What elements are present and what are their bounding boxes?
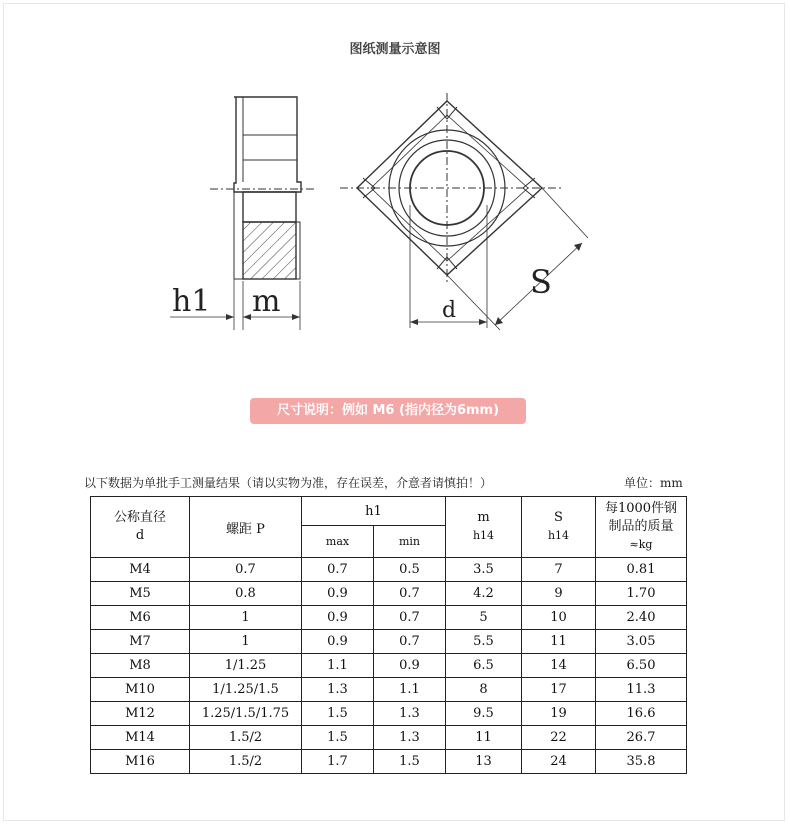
cell-d: M4 xyxy=(91,558,190,582)
cell-h1min: 1.5 xyxy=(374,750,446,774)
cell-p: 1.5/2 xyxy=(190,750,302,774)
cell-p: 1/1.25/1.5 xyxy=(190,678,302,702)
cell-d: M10 xyxy=(91,678,190,702)
cell-h1min: 1.1 xyxy=(374,678,446,702)
label-h1: h1 xyxy=(172,284,211,319)
cell-d: M6 xyxy=(91,606,190,630)
cell-mass: 6.50 xyxy=(596,654,687,678)
cell-mass: 3.05 xyxy=(596,630,687,654)
table-row xyxy=(91,654,687,678)
cell-s: 7 xyxy=(522,558,596,582)
cell-mass: 26.7 xyxy=(596,726,687,750)
cell-h1min: 0.9 xyxy=(374,654,446,678)
cell-h1min: 0.7 xyxy=(374,582,446,606)
header-h1-min: min xyxy=(374,526,446,558)
cell-p: 1 xyxy=(190,606,302,630)
label-d: d xyxy=(442,298,457,323)
table-row xyxy=(91,750,687,774)
cell-p: 1.25/1.5/1.75 xyxy=(190,702,302,726)
header-m: m h14 xyxy=(446,497,522,558)
cell-d: M8 xyxy=(91,654,190,678)
cell-s: 19 xyxy=(522,702,596,726)
label-s: S xyxy=(530,263,552,301)
cell-m: 9.5 xyxy=(446,702,522,726)
cell-h1min: 1.3 xyxy=(374,702,446,726)
cell-m: 3.5 xyxy=(446,558,522,582)
cell-s: 17 xyxy=(522,678,596,702)
header-h1-max: max xyxy=(302,526,374,558)
header-pitch: 螺距 P xyxy=(190,497,302,558)
table-row xyxy=(91,630,687,654)
cell-h1max: 0.9 xyxy=(302,606,374,630)
spec-table-body xyxy=(91,558,687,774)
unit-label: 单位：mm xyxy=(624,476,683,490)
cell-p: 1.5/2 xyxy=(190,726,302,750)
size-explanation-banner: 尺寸说明：例如 M6 (指内径为6mm) xyxy=(250,398,526,424)
cell-mass: 1.70 xyxy=(596,582,687,606)
cell-s: 9 xyxy=(522,582,596,606)
cell-d: M7 xyxy=(91,630,190,654)
table-row xyxy=(91,678,687,702)
cell-mass: 0.81 xyxy=(596,558,687,582)
table-row xyxy=(91,702,687,726)
measurement-diagram xyxy=(150,85,630,340)
cell-m: 4.2 xyxy=(446,582,522,606)
cell-h1min: 0.7 xyxy=(374,606,446,630)
cell-m: 11 xyxy=(446,726,522,750)
page-title: 图纸测量示意图 xyxy=(349,42,441,57)
cell-p: 1/1.25 xyxy=(190,654,302,678)
cell-p: 0.7 xyxy=(190,558,302,582)
table-row xyxy=(91,606,687,630)
cell-d: M16 xyxy=(91,750,190,774)
cell-s: 24 xyxy=(522,750,596,774)
cell-m: 6.5 xyxy=(446,654,522,678)
cell-s: 10 xyxy=(522,606,596,630)
cell-s: 11 xyxy=(522,630,596,654)
cell-mass: 16.6 xyxy=(596,702,687,726)
cell-s: 14 xyxy=(522,654,596,678)
table-row xyxy=(91,558,687,582)
cell-mass: 2.40 xyxy=(596,606,687,630)
cell-h1max: 1.3 xyxy=(302,678,374,702)
cell-h1min: 0.7 xyxy=(374,630,446,654)
label-m: m xyxy=(252,284,281,319)
cell-m: 8 xyxy=(446,678,522,702)
cell-d: M12 xyxy=(91,702,190,726)
cell-mass: 35.8 xyxy=(596,750,687,774)
cell-h1max: 1.7 xyxy=(302,750,374,774)
cell-p: 0.8 xyxy=(190,582,302,606)
spec-table xyxy=(90,496,687,774)
cell-d: M5 xyxy=(91,582,190,606)
cell-h1min: 1.3 xyxy=(374,726,446,750)
cell-s: 22 xyxy=(522,726,596,750)
cell-p: 1 xyxy=(190,630,302,654)
header-s: S h14 xyxy=(522,497,596,558)
cell-h1max: 0.7 xyxy=(302,558,374,582)
cell-h1max: 1.5 xyxy=(302,726,374,750)
cell-m: 5.5 xyxy=(446,630,522,654)
cell-d: M14 xyxy=(91,726,190,750)
table-row xyxy=(91,726,687,750)
cell-h1max: 1.5 xyxy=(302,702,374,726)
cell-h1max: 1.1 xyxy=(302,654,374,678)
cell-m: 13 xyxy=(446,750,522,774)
header-mass: 每1000件钢 制品的质量 ≈kg xyxy=(596,497,687,558)
cell-m: 5 xyxy=(446,606,522,630)
header-nominal-diameter: 公称直径 d xyxy=(91,497,190,558)
cell-h1max: 0.9 xyxy=(302,582,374,606)
table-row xyxy=(91,582,687,606)
cell-h1max: 0.9 xyxy=(302,630,374,654)
cell-h1min: 0.5 xyxy=(374,558,446,582)
cell-mass: 11.3 xyxy=(596,678,687,702)
header-h1: h1 xyxy=(302,497,446,526)
measurement-note: 以下数据为单批手工测量结果（请以实物为准，存在误差，介意者请慎拍！） xyxy=(84,476,493,490)
